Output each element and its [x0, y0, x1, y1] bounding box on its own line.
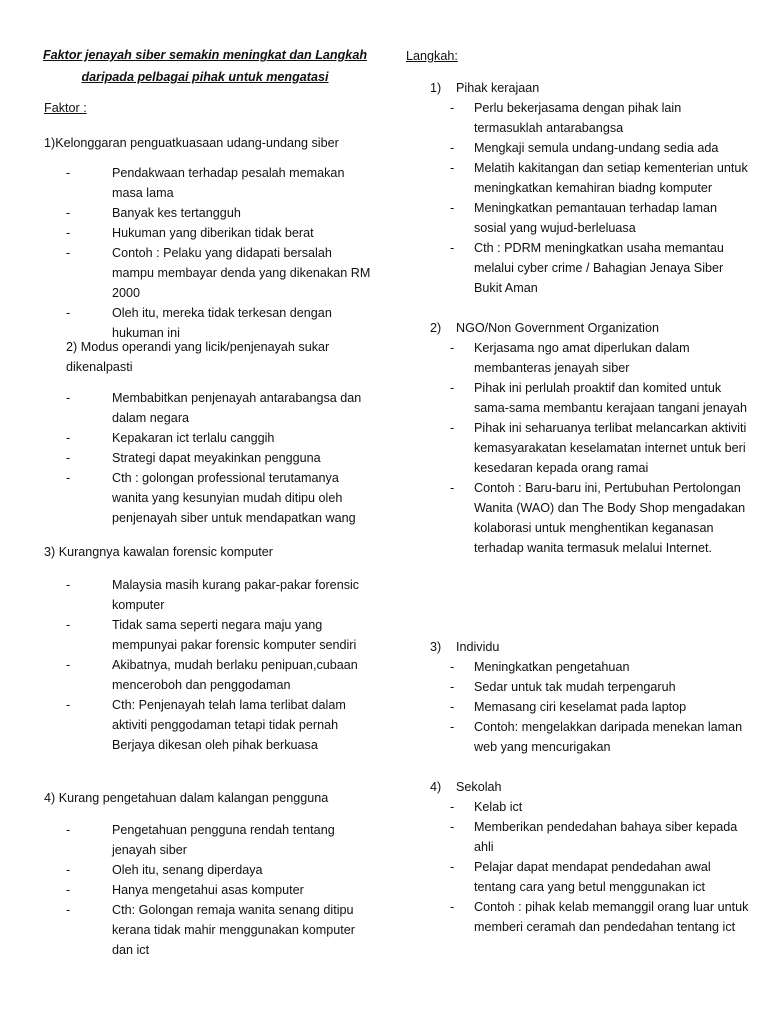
- list-item: - Contoh: mengelakkan daripada menekan laman web yang mencurigakan: [450, 720, 743, 754]
- langkah-list-1: [450, 98, 750, 298]
- faktor-heading-3: 3) Kurangnya kawalan forensic komputer: [44, 545, 273, 559]
- langkah-list-4: [450, 797, 750, 937]
- faktor-heading-2: 2) Modus operandi yang licik/penjenayah sukar dikenalpasti: [66, 340, 330, 374]
- list-item: - Pihak ini seharuanya terlibat melancarkan aktiviti kemasyarakatan keselamatan internet untuk beri kesedaran kepada orang ramai: [450, 421, 747, 475]
- list-item: - Contoh : Pelaku yang didapati bersalah mampu membayar denda yang dikenakan RM 2000: [66, 246, 371, 300]
- langkah-label: Langkah:: [406, 49, 458, 63]
- section-title: Sekolah: [456, 780, 502, 794]
- list-item: - Contoh : Baru-baru ini, Pertubuhan Pertolongan Wanita (WAO) dan The Body Shop mengadakan kolaborasi untuk menghentikan keganasan terhadap wanita termasuk melalui Internet.: [450, 481, 746, 555]
- document-title: Faktor jenayah siber semakin meningkat dan Langkah daripada pelbagai pihak untuk mengatasi: [42, 48, 368, 84]
- faktor-list-1: [66, 163, 372, 343]
- list-item: - Membabitkan penjenayah antarabangsa dan dalam negara: [66, 391, 362, 425]
- list-item: - Banyak kes tertangguh: [66, 206, 241, 220]
- list-item: - Kepakaran ict terlalu canggih: [66, 431, 275, 445]
- list-item: - Akibatnya, mudah berlaku penipuan,cubaan menceroboh dan penggodaman: [66, 658, 358, 692]
- faktor-label: Faktor :: [44, 101, 87, 115]
- list-item: - Cth: Penjenayah telah lama terlibat dalam aktiviti penggodaman tetapi tidak pernah Berjaya dikesan oleh pihak berkuasa: [66, 698, 346, 752]
- list-item: - Malaysia masih kurang pakar-pakar forensic komputer: [66, 578, 360, 612]
- list-item: - Kerjasama ngo amat diperlukan dalam membanteras jenayah siber: [450, 341, 690, 375]
- list-item: - Oleh itu, mereka tidak terkesan dengan hukuman ini: [66, 306, 332, 340]
- faktor-list-2: [66, 388, 372, 528]
- list-item: - Oleh itu, senang diperdaya: [66, 863, 263, 877]
- langkah-list-2: [450, 338, 750, 558]
- list-item: - Perlu bekerjasama dengan pihak lain termasuklah antarabangsa: [450, 101, 682, 135]
- list-item: - Contoh : pihak kelab memanggil orang luar untuk memberi ceramah dan pendedahan tentang ict: [450, 900, 749, 934]
- section-title: NGO/Non Government Organization: [456, 321, 659, 335]
- section-number: 2): [430, 321, 442, 335]
- section-number: 4): [430, 780, 442, 794]
- section-number: 3): [430, 640, 442, 654]
- section-number: 1): [430, 81, 442, 95]
- list-item: - Cth: Golongan remaja wanita senang ditipu kerana tidak mahir menggunakan komputer dan ict: [66, 903, 355, 957]
- list-item: - Memberikan pendedahan bahaya siber kepada ahli: [450, 820, 738, 854]
- list-item: - Mengkaji semula undang-undang sedia ada: [450, 141, 719, 155]
- list-item: - Pendakwaan terhadap pesalah memakan masa lama: [66, 166, 345, 200]
- list-item: - Strategi dapat meyakinkan pengguna: [66, 451, 321, 465]
- list-item: - Cth : golongan professional terutamanya wanita yang kesunyian mudah ditipu oleh penjenayah siber untuk mendapatkan wang: [66, 471, 356, 525]
- faktor-heading-4: 4) Kurang pengetahuan dalam kalangan pengguna: [44, 791, 329, 805]
- section-title: Individu: [456, 640, 500, 654]
- list-item: - Sedar untuk tak mudah terpengaruh: [450, 680, 676, 694]
- faktor-list-3: [66, 575, 372, 755]
- list-item: - Meningkatkan pengetahuan: [450, 660, 630, 674]
- list-item: - Cth : PDRM meningkatkan usaha memantau melalui cyber crime / Bahagian Jenaya Siber Bukit Aman: [450, 241, 724, 295]
- list-item: - Pihak ini perlulah proaktif dan komited untuk sama-sama membantu kerajaan tangani jenayah: [450, 381, 748, 415]
- list-item: - Kelab ict: [450, 800, 523, 814]
- list-item: - Hanya mengetahui asas komputer: [66, 883, 304, 897]
- list-item: - Hukuman yang diberikan tidak berat: [66, 226, 314, 240]
- list-item: - Memasang ciri keselamat pada laptop: [450, 700, 687, 714]
- list-item: - Meningkatkan pemantauan terhadap laman sosial yang wujud-berleluasa: [450, 201, 717, 235]
- list-item: - Pelajar dapat mendapat pendedahan awal tentang cara yang betul menggunakan ict: [450, 860, 711, 894]
- section-title: Pihak kerajaan: [456, 81, 540, 95]
- list-item: - Melatih kakitangan dan setiap kementerian untuk meningkatkan kemahiran biadng komputer: [450, 161, 748, 195]
- list-item: - Tidak sama seperti negara maju yang mempunyai pakar forensic komputer sendiri: [66, 618, 357, 652]
- faktor-heading-1: 1)Kelonggaran penguatkuasaan udang-undang siber: [44, 136, 339, 150]
- faktor-list-4: [66, 820, 372, 960]
- langkah-list-3: [450, 657, 750, 757]
- list-item: - Pengetahuan pengguna rendah tentang jenayah siber: [66, 823, 335, 857]
